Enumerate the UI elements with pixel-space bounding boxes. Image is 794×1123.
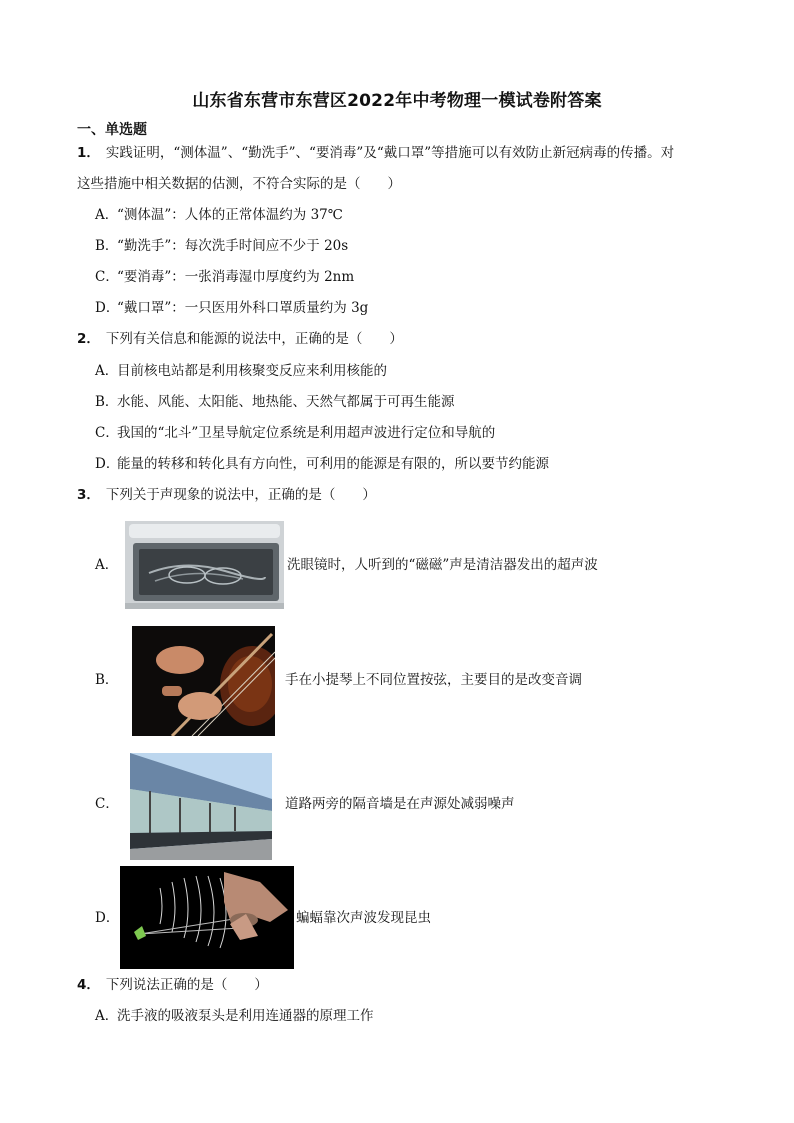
question-number: 2． — [77, 331, 100, 347]
q3-option-c-label: C． — [95, 796, 119, 812]
q3-option-b-label: B． — [95, 672, 119, 688]
question-4-stem — [77, 975, 268, 995]
page-title: 山东省东营市东营区2022年中考物理一模试卷附答案 — [192, 91, 602, 111]
q3-option-a-text: 洗眼镜时，人听到的“磁磁”声是清洁器发出的超声波 — [287, 557, 598, 573]
question-number: 1． — [77, 145, 100, 161]
q1-option-c — [95, 267, 354, 287]
section-heading: 一、单选题 — [77, 122, 147, 138]
q1-option-b — [95, 236, 348, 256]
q1-option-d — [95, 298, 368, 318]
question-number: 3． — [77, 487, 100, 503]
bat-echolocation-image — [120, 866, 294, 969]
q2-option-c — [95, 423, 495, 443]
q3-option-a-label: A． — [95, 557, 119, 573]
option-label: A． — [95, 1008, 119, 1024]
q3-option-c-text: 道路两旁的隔音墙是在声源处减弱噪声 — [285, 796, 515, 812]
question-text: 下列有关信息和能源的说法中，正确的是（ ） — [105, 331, 403, 347]
option-text: 能量的转移和转化具有方向性，可利用的能源是有限的，所以要节约能源 — [117, 456, 549, 472]
sound-barrier-image — [130, 753, 272, 860]
q3-option-d-label: D． — [95, 910, 120, 926]
option-label: D． — [95, 456, 120, 472]
option-text: 洗手液的吸液泵头是利用连通器的原理工作 — [117, 1008, 374, 1024]
q2-option-b — [95, 392, 455, 412]
option-label: B． — [95, 238, 119, 254]
q4-option-a — [95, 1006, 374, 1026]
q2-option-d — [95, 454, 549, 474]
q3-option-b-text: 手在小提琴上不同位置按弦，主要目的是改变音调 — [285, 672, 582, 688]
option-label: C． — [95, 425, 119, 441]
q2-option-a — [95, 361, 387, 381]
question-text: 下列关于声现象的说法中，正确的是（ ） — [105, 487, 376, 503]
option-label: D． — [95, 300, 120, 316]
question-1-stem — [77, 143, 674, 163]
question-2-stem — [77, 329, 403, 349]
violin-image — [132, 626, 275, 736]
option-label: B． — [95, 394, 119, 410]
question-1-stem-continued: 这些措施中相关数据的估测，不符合实际的是（ ） — [77, 176, 401, 192]
q1-option-a — [95, 205, 343, 225]
question-3-stem — [77, 485, 376, 505]
q3-option-d-text: 蝙蝠靠次声波发现昆虫 — [296, 910, 431, 926]
option-text: 目前核电站都是利用核聚变反应来利用核能的 — [117, 363, 387, 379]
option-label: A． — [95, 207, 119, 223]
option-text: “测体温”：人体的正常体温约为 37℃ — [117, 207, 343, 223]
option-text: “要消毒”：一张消毒湿巾厚度约为 2nm — [117, 269, 355, 285]
option-text: “戴口罩”：一只医用外科口罩质量约为 3g — [117, 300, 369, 316]
option-text: 水能、风能、太阳能、地热能、天然气都属于可再生能源 — [117, 394, 455, 410]
question-number: 4． — [77, 977, 100, 993]
option-text: 我国的“北斗”卫星导航定位系统是利用超声波进行定位和导航的 — [117, 425, 496, 441]
option-text: “勤洗手”：每次洗手时间应不少于 20s — [117, 238, 349, 254]
option-label: A． — [95, 363, 119, 379]
question-text: 实践证明，“测体温”、“勤洗手”、“要消毒”及“戴口罩”等措施可以有效防止新冠病毒的传播。对 — [105, 145, 675, 161]
question-text: 下列说法正确的是（ ） — [105, 977, 268, 993]
ultrasonic-cleaner-image — [125, 521, 284, 609]
option-label: C． — [95, 269, 119, 285]
